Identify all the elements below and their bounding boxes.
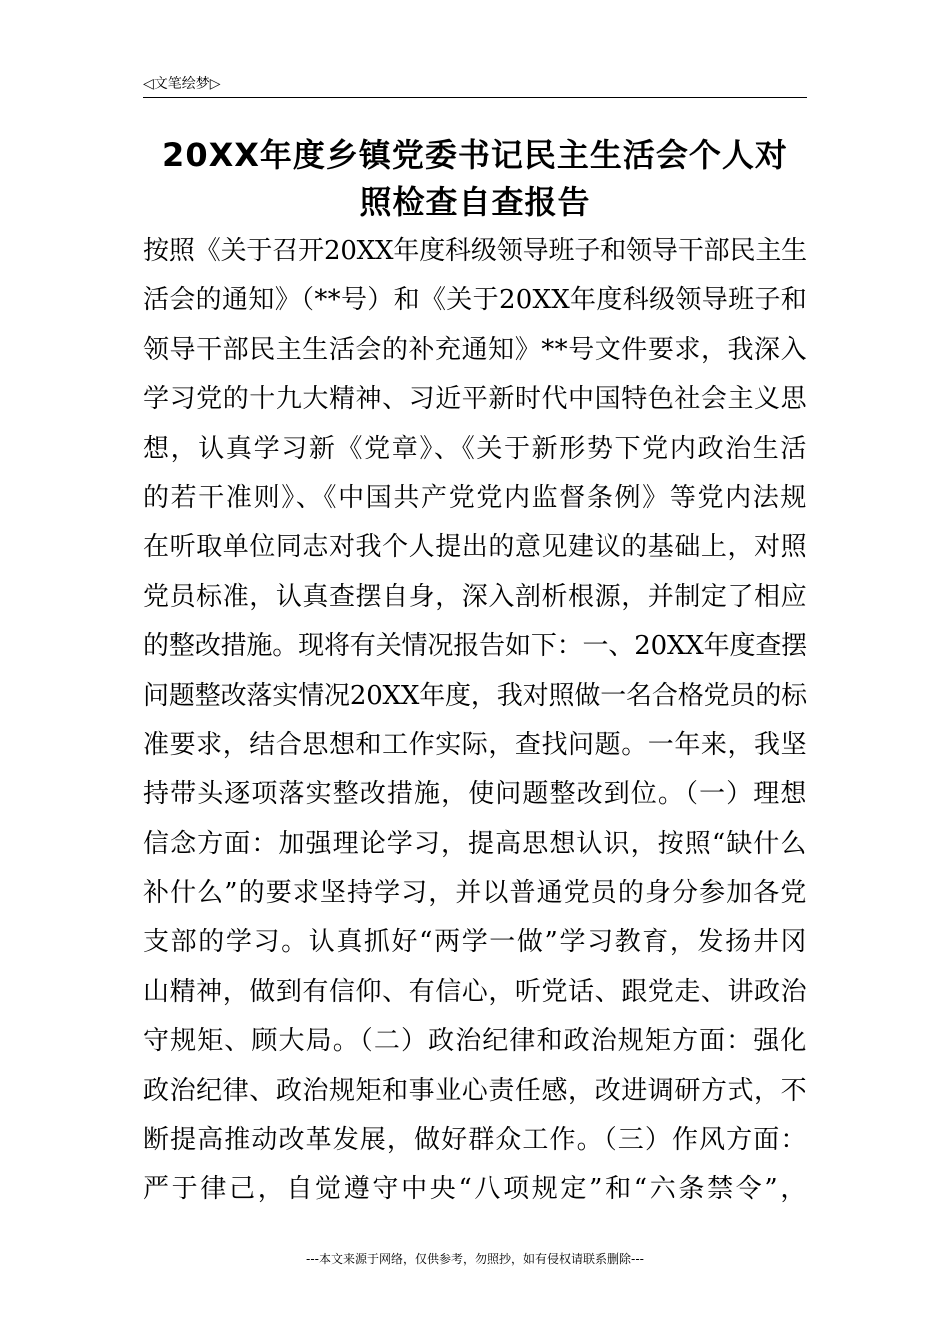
body-line: 政治纪律、政治规矩和事业心责任感，改进调研方式，不 [143,1075,807,1106]
body-line: 的若干准则》、《中国共产党党内监督条例》等党内法规 [143,482,807,513]
body-line: 守规矩、顾大局。（二）政治纪律和政治规矩方面：强化 [143,1026,807,1057]
footer-disclaimer: ---本文来源于网络，仅供参考，勿照抄，如有侵权请联系删除--- [306,1252,644,1266]
header-divider [143,97,807,98]
document-body [143,227,807,1215]
body-line: 按照《关于召开20XX年度科级领导班子和领导干部民主生 [143,236,807,266]
body-line: 信念方面：加强理论学习，提高思想认识，按照“缺什么 [143,828,807,859]
body-line: 的整改措施。现将有关情况报告如下：一、20XX年度查摆 [143,631,807,662]
body-line: 支部的学习。认真抓好“两学一做”学习教育，发扬井冈 [143,927,807,958]
body-line: 山精神，做到有信仰、有信心，听党话、跟党走、讲政治 [143,976,807,1007]
body-line: 断提高推动改革发展，做好群众工作。（三）作风方面： [143,1125,807,1156]
title-line-2: 照检查自查报告 [359,183,591,221]
body-line: 领导干部民主生活会的补充通知》**号文件要求，我深入 [143,334,807,365]
header-brand: ◁文笔绘梦▷ [143,76,221,92]
page-header [143,74,807,98]
body-line: 想，认真学习新《党章》、《关于新形势下党内政治生活 [143,433,807,464]
body-line: 持带头逐项落实整改措施，使问题整改到位。（一）理想 [143,779,807,810]
body-line: 在听取单位同志对我个人提出的意见建议的基础上，对照 [143,532,807,563]
body-line: 问题整改落实情况20XX年度，我对照做一名合格党员的标 [143,680,807,711]
body-line: 学习党的十九大精神、习近平新时代中国特色社会主义思 [143,384,807,415]
body-line: 准要求，结合思想和工作实际，查找问题。一年来，我坚 [143,729,807,760]
document-title [143,132,807,226]
title-line-1: 20XX年度乡镇党委书记民主生活会个人对 [162,136,788,174]
body-line: 党员标准，认真查摆自身，深入剖析根源，并制定了相应 [143,581,807,612]
body-line: 严于律己，自觉遵守中央“八项规定”和“六条禁令”， [143,1174,807,1205]
body-line: 补什么”的要求坚持学习，并以普通党员的身分参加各党 [143,878,807,909]
body-line: 活会的通知》（**号）和《关于20XX年度科级领导班子和 [143,285,807,316]
